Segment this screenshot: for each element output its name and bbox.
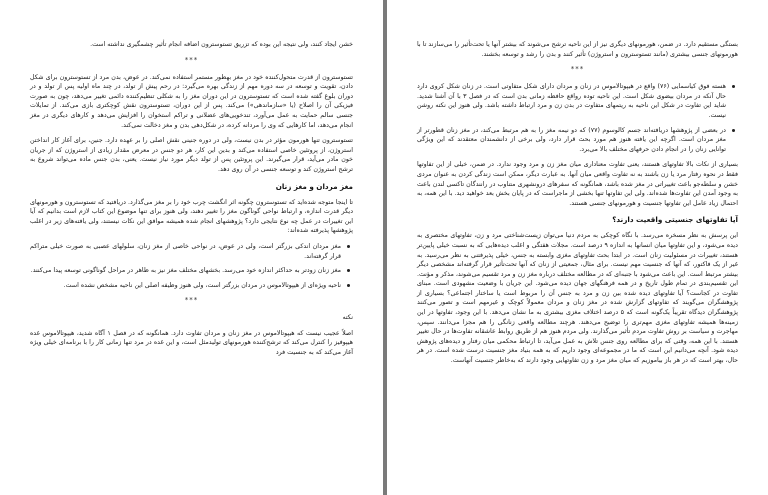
section-separator: *** xyxy=(184,55,199,64)
right-top-paragraph: بستگی مستقیم دارد. در ضمن، هورمونهای دیگری نیز از این ناحیه ترشح می‌شوند که بیشتر آنها یا تحت‌تأثیر را می‌سازند تا با هورمونهای جنسی بیشتری (مانند تستوسترون و استروژن) تأثیر کنند و بدن را رشد و توسعه بخشند. xyxy=(417,41,738,58)
note-label: نکته xyxy=(342,314,353,322)
right-paragraph-3: این پرسش به نظر مسخره می‌رسد. با نگاه کوچکی به مردم دنیا می‌توان زیست‌شناختی مرد و زن، تفاوتهای مختصری به دیده می‌شود، و این تفاوتها میان انسانها به اندازه ۹ درصد است. مجلات هفتگی و اغلب دیده‌هایی که به نسبت خیلی پایین‌تر هستند، تغییرات در مسئولیت زنان است. در ابتدا بحث تفاوتهای مغزی وابسته به جنس، خیلی پذیرفتنی به نظر می‌رسید. به غیر از یک فاکتور، که آنها که جنسیت مهم نیست. برای مثال، جمعیتی از زنان که آنها تحت‌تأثیر قرار گرفته‌اند مشخصی دیگر بیشتر مرتبط است. این باعث می‌شود با جنبه‌ای که در مطالعه مختلف درباره مغز زن و مرد تقسیم می‌شوند، مذکر و مؤنث. این تقسیم‌بندی در تمام طول تاریخ و در همه فرهنگهای جهان دیده می‌شود. این جریان با وضعیت مشهودی است. مبنای تفاوت در کجاست؟ آیا تفاوتهای دیده شده بین زن و مرد به جنس آن را مربوط است یا ساختار اجتماعی؟ بسیاری از پژوهشگران می‌گویند که تفاوتهای گزارش شده در مغز زنان و مردان معمولاً کوچک و غیرمهم است و تصور می‌کنند پژوهشگران دیدگاه تقریباً یک‌گونه است که ۵ درصد اختلاف مغزی بیشتری به ما نشان می‌دهد. با این وجود، تفاوتها در این زمینه‌ها همیشه تفاوتهای مغزی مهم‌تری را توضیح می‌دهند. هرچند مطالعه واقعی زنانگی را هم مجزا می‌دانند. سپس، مهاجرت و سیاست بر روش تفاوت مردم تأثیر می‌گذارند. ولی مردم هنوز هم از طریق روابط عاشقانه تفاوت‌ها در حال تغییر هستند. با این همه، وقتی که برای مطالعه روی جنس تلاش به عمل می‌آید، تا ارتباط محکمی میان رفتار و دیده‌های پژوهش دیده شود. آنچه می‌دانیم این است که ما در مجموعه‌ای وجود داریم که به همه بنیاد مغز جنسیت درست شده است. در هر حال، بهتر است که در هر باز بیاموزیم که میان مغز مرد و زن تفاوتهایی وجود دارند که به‌خاطر جنسیت آنهاست. xyxy=(417,232,738,365)
note-text: اصلاً عجیب نیست که هیپوتالاموس در مغز زنان و مردان تفاوت دارد. همانگونه که در فصل ۱ آگاه شدید، هیپوتالاموس غده هیپوفیز را کنترل می‌کند که ترشح‌کننده هورمونهای تولیدمثل است، و این غده در مرد تنها زمانی کار را با برنامه‌ای خیلی ویژه آغاز می‌کند که به جنسیت فرد xyxy=(30,329,353,357)
left-paragraph-2: تستوسترون از قدرت متحول‌کننده خود در مغز بهطور مستمر استفاده نمی‌کند. در عوض، بدن مرد از تستوسترون برای شکل دادن، تقویت و توسعه در سه دوره مهم از زندگی بهره می‌گیرد: در رحم پیش از تولد، در چند ماه اولیه پس از تولد و در دوران بلوغ گفته شده است که تستوسترون در این دوران مغز را به شکلی تنظیم‌کننده دائمی تغییر می‌دهد، چون به صورت فیزیکی آن را اصلاح (یا «سازماندهی») می‌کند. پس از این دوران، تستوسترون نقش کوچکتری بازی می‌کند. از تمایلات جنسی سالم حمایت به عمل می‌آورد، تندخویی‌های عضلانی و تراکم استخوان را افزایش می‌دهد و کارهای دیگری در مغز انجام می‌دهد، اما کارهایی که وی را مردانه کرده، در شکل‌دهی بدن و مغز دخالت نمی‌کند. xyxy=(30,73,353,129)
right-page xyxy=(387,0,768,495)
list-item: مغز زنان زودتر به حداکثر اندازه خود می‌رسد. بخشهای مختلف مغز نیز به ظاهر در مراحل گوناگونی توسعه پیدا می‌کنند. xyxy=(30,267,341,275)
section-separator: *** xyxy=(184,296,199,305)
findings-list xyxy=(30,242,353,290)
left-paragraph-3: تستوسترون تنها هورمون مؤثر در بدن نیست، ولی در دوره جنینی نقش اصلی را بر عهده دارد. جنین، برای آغاز کار انداختن استروژن، از پروتئین خاصی استفاده می‌کند و بدین این کار، هر دو جنس در معرض مقدار زیادی از استروژن که از جریان خون مادر می‌آید، قرار می‌گیرند. این پروتئین پس از تولد دیگر مورد نیاز نیست. یعنی، بدن جنس ماده می‌تواند شروع به ترشح استروژن کند و توسعه جنسی در آن روی دهد. xyxy=(30,137,353,173)
list-item: ناحیه ویژه‌ای از هیپوتالاموس در مردان بزرگتر است، ولی هنوز وظیفه اصلی این ناحیه مشخص نشده است. xyxy=(30,281,341,291)
section-separator: *** xyxy=(570,65,585,74)
right-paragraph-2: بسیاری از نکات بالا تفاوتهای هستند، یعنی تفاوت معناداری میان مغز زن و مرد وجود ندارد. در ضمن، خیلی از این تفاوتها فقط در نحوه رفتار مرد یا زن باشند به نه تفاوت واقعی میان آنها. به عبارت دیگر، ممکن است زندگی کردن به عنوان مردی خشن و سلطه‌جو باعث تغییراتی در مغز شده باشد، همانگونه که سفرهای درونشهری متناوب در رانندگان تاکسی لندن باعث به وجود آمدن این تفاوت‌ها شده‌اند. ولی این تفاوتها تنها بخشی از ماجراست که در پایان بخش بعد خواهید دید. با این همه، به احتمال زیاد عامل این تفاوتها جنسیت و هورمونهای جنسی هستند. xyxy=(417,161,738,207)
left-page-text xyxy=(30,40,353,358)
left-page xyxy=(0,0,383,495)
section-heading-brains: مغز مردان و مغز زنان xyxy=(275,181,353,191)
list-item: مغز مردان اندکی بزرگتر است، ولی در عوض، در نواحی خاصی از مغز زنان، سلولهای عصبی به صورت خیلی متراکم قرار گرفته‌اند. xyxy=(30,242,341,260)
left-top-paragraph: خشن ایجاد کنند، ولی نتیجه این بوده که تزریق تستوسترون اضافه انجام تأثیر چشمگیری نداشته است. xyxy=(90,41,353,48)
list-item: هسته فوق کیاسمایی (۷۶) واقع در هیپوتالاموس در زنان و مردان دارای شکل متفاوتی است. در زنان شکل کروی دارد حال آنکه در مردان بیضوی شکل است. این ناحیه توده رواقع حافظه زمانی بدن است که در فصل ۳ با آن آشنا شدید. شاید این تفاوت در شکل این ناحیه به ریتمهای متفاوت در بدن زن و مرد ارتباط داشته باشد. ولی هنوز این نکته روشن نیست. xyxy=(417,83,726,119)
section-heading-gender-differences: آیا تفاوتهای جنسیتی واقعیت دارند؟ xyxy=(612,215,738,225)
right-page-text xyxy=(417,40,738,366)
list-item: در بعضی از پژوهشها دریافته‌اند جسم کالوسوم (۷۷) که دو نیمه مغز را به هم مرتبط می‌کند، در مغز زنان قطورتر از مغز مردان است. اگرچه این یافته هنوز هم مورد بحث قرار دارد، ولی برخی از دانشمندان معتقدند که این ویژگی توانایی زنان را در انجام دادن حرفهای مختلف بالا می‌برد. xyxy=(417,126,726,153)
left-paragraph-4: تا اینجا متوجه شده‌اید که تستوسترون چگونه اثر انگشت چرب خود را بر مغز می‌گذارد. دریافتید که تستوسترون و هورمونهای دیگر قدرت اندازه، و ارتباط نواحی گوناگون مغز را تغییر دهند، ولی هنوز برای تنها موضوع این کتاب لازم است بدانیم که آیا این تغییرات در عمل چه نوع نتایجی دارد؟ پژوهشهای انجام شده همیشه موافق این نکات نیستند، ولی یافته‌های زیر در اغلب پژوهشها پذیرفته شده‌اند: xyxy=(30,198,353,235)
brain-differences-list xyxy=(417,82,738,154)
